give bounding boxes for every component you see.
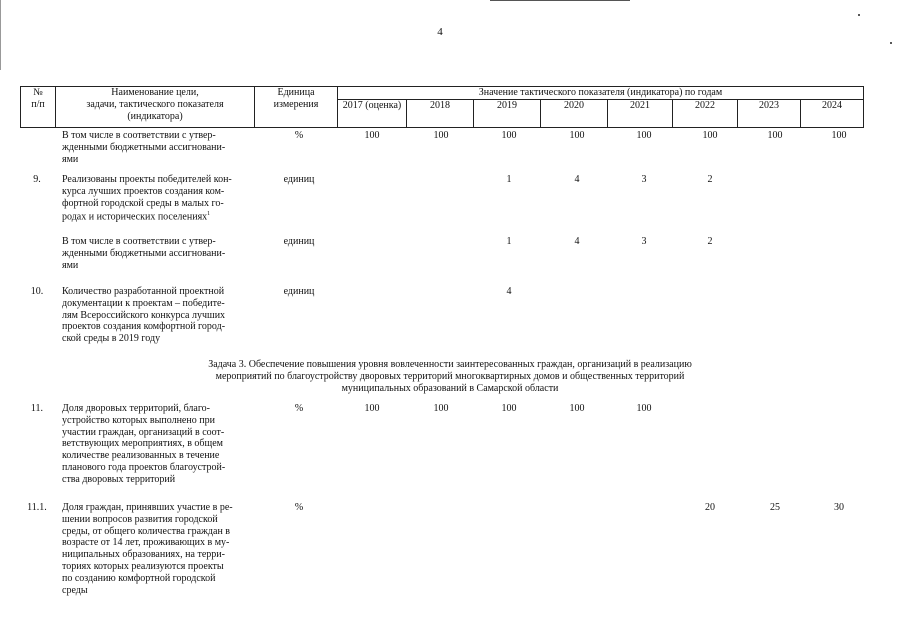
row-value: 3 <box>641 236 647 247</box>
row-name-line: Реализованы проекты победителей кон- <box>62 174 232 185</box>
row-name-line: ветствующих мероприятиях, в общем <box>62 438 223 450</box>
row-value: 100 <box>636 403 652 414</box>
row-value: 4 <box>574 236 580 247</box>
row-name-line: ями <box>62 153 79 165</box>
header-num-line: п/п <box>31 99 45 110</box>
task-heading-line: мероприятий по благоустройству дворовых территорий многоквартирных домов и общественных территорий <box>215 371 685 382</box>
row-name-line: лям Всероссийского конкурса лучших <box>62 309 226 321</box>
header-year: 2018 <box>407 100 474 128</box>
row-name-line: В том числе в соответствии с утвер- <box>62 236 216 247</box>
header-name-line: (индикатора) <box>127 111 183 122</box>
row-name-line: проектов создания комфортной город- <box>62 321 226 333</box>
table-header <box>20 86 864 128</box>
row-name-line: количестве реализованных в течение <box>62 450 220 462</box>
row-value: 100 <box>433 130 449 141</box>
row-value: 2 <box>707 174 713 185</box>
row-value: 100 <box>364 403 380 414</box>
header-year: 2020 <box>541 100 608 128</box>
scan-top-line <box>490 0 630 1</box>
row-value: 100 <box>569 130 585 141</box>
row-name-line: ями <box>62 259 79 271</box>
row-number: 10. <box>30 286 44 297</box>
header-year: 2022 <box>673 100 738 128</box>
row-value: 4 <box>506 286 512 297</box>
row-name-line: ториях которых реализуются проекты <box>62 560 224 572</box>
scan-speck <box>858 14 860 16</box>
row-unit: % <box>294 502 304 513</box>
row-number: 11. <box>30 403 44 414</box>
row-number: 11.1. <box>27 502 47 513</box>
row-value: 100 <box>501 130 517 141</box>
header-values-title: Значение тактического показателя (индикатора) по годам <box>338 87 864 100</box>
footnote-marker: 1 <box>207 211 211 218</box>
row-name-line: Доля дворовых территорий, благо- <box>62 403 211 414</box>
row-name-line: фортной городской среды в малых го- <box>62 197 224 209</box>
row-name-line: курса лучших проектов создания ком- <box>62 185 225 197</box>
row-name <box>62 502 262 596</box>
header-year: 2023 <box>738 100 801 128</box>
row-name <box>62 174 262 224</box>
header-year: 2024 <box>801 100 864 128</box>
row-number: 9. <box>33 174 41 185</box>
row-value: 100 <box>831 130 847 141</box>
header-num-cell <box>21 87 56 128</box>
page-number: 4 <box>437 26 443 38</box>
row-name <box>62 130 262 165</box>
header-unit-line: измерения <box>273 99 319 110</box>
row-value: 20 <box>705 502 715 513</box>
row-name-line: В том числе в соответствии с утвер- <box>62 130 216 141</box>
header-unit-cell <box>255 87 338 128</box>
row-value: 25 <box>770 502 780 513</box>
row-value: 4 <box>574 174 580 185</box>
row-value: 100 <box>501 403 517 414</box>
row-value: 3 <box>641 174 647 185</box>
row-name-line: шении вопросов развития городской <box>62 513 218 525</box>
row-value: 100 <box>767 130 783 141</box>
row-name-line: ской среды в 2019 году <box>62 333 161 345</box>
row-name-line: устройство которых выполнено при <box>62 414 215 426</box>
task-heading-line: Задача 3. Обеспечение повышения уровня вовлеченности заинтересованных граждан, организаций в реализацию <box>208 359 692 370</box>
row-value: 100 <box>569 403 585 414</box>
header-year: 2021 <box>608 100 673 128</box>
row-name-line: родах и исторических поселениях <box>62 211 208 223</box>
row-name <box>62 403 262 486</box>
row-unit: % <box>294 130 304 141</box>
header-unit-line: Единица <box>277 87 315 98</box>
row-value: 100 <box>636 130 652 141</box>
row-value: 1 <box>506 174 512 185</box>
row-name <box>62 236 262 271</box>
row-name <box>62 286 262 345</box>
row-name-line: среды <box>62 584 88 596</box>
row-name-line: возрасте от 14 лет, проживающих в му- <box>62 537 230 549</box>
row-name-line: участии граждан, организаций в соот- <box>62 426 225 438</box>
row-name-line: планового года проектов благоустрой- <box>62 461 226 473</box>
task-3-heading <box>160 359 740 395</box>
row-value: 100 <box>702 130 718 141</box>
header-year: 2017 (оценка) <box>338 100 407 128</box>
row-unit: единиц <box>283 236 315 247</box>
task-heading-line: муниципальных образований в Самарской области <box>341 383 559 394</box>
row-name-line: среды, от общего количества граждан в <box>62 525 231 537</box>
header-year: 2019 <box>474 100 541 128</box>
row-name-line: документации к проектам – победите- <box>62 297 225 309</box>
row-value: 100 <box>364 130 380 141</box>
header-name-line: задачи, тактического показателя <box>86 99 224 110</box>
row-name-line: жденными бюджетными ассигновани- <box>62 247 226 259</box>
row-name-line: жденными бюджетными ассигновани- <box>62 141 226 153</box>
header-num-line: № <box>33 87 43 98</box>
scan-speck <box>890 42 892 44</box>
row-unit: единиц <box>283 174 315 185</box>
row-unit: единиц <box>283 286 315 297</box>
row-name-line: Доля граждан, принявших участие в ре- <box>62 502 233 513</box>
row-value: 2 <box>707 236 713 247</box>
row-value: 1 <box>506 236 512 247</box>
row-value: 100 <box>433 403 449 414</box>
row-unit: % <box>294 403 304 414</box>
row-name-line: по созданию комфортной городской <box>62 572 216 584</box>
header-name-line: Наименование цели, <box>111 87 199 98</box>
row-name-line: ниципальных образованиях, на терри- <box>62 549 225 561</box>
header-name-cell <box>56 87 255 128</box>
row-value: 30 <box>834 502 844 513</box>
row-name-line: ства дворовых территорий <box>62 473 176 485</box>
row-name-line: Количество разработанной проектной <box>62 286 225 297</box>
